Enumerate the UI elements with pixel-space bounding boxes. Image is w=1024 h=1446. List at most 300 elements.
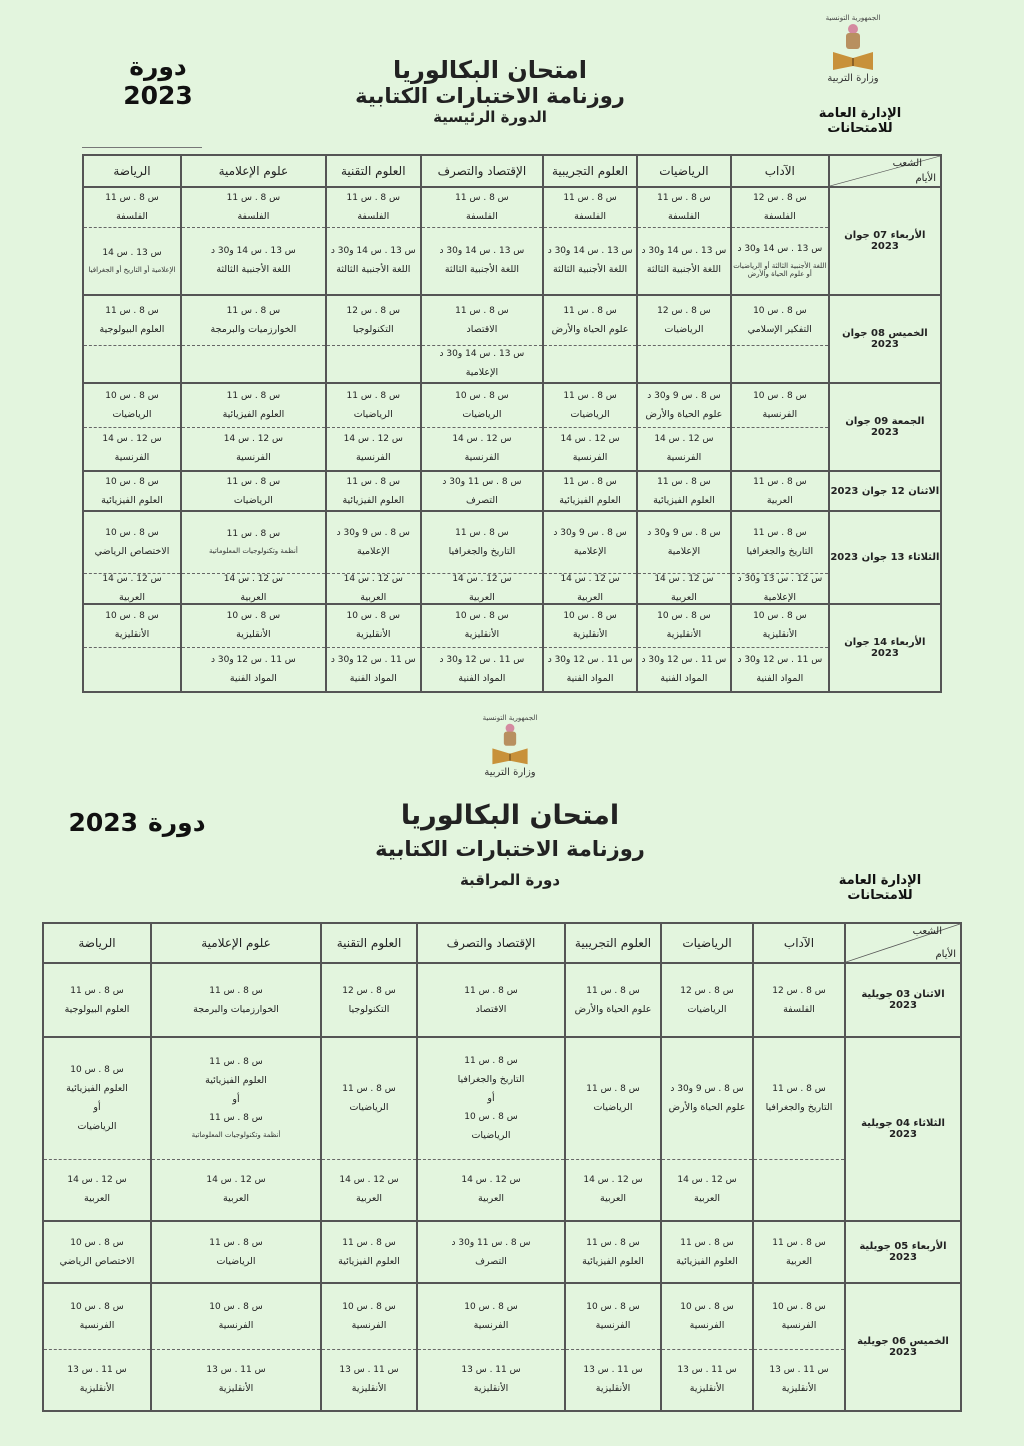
exam-time: س 12 . س 14 (102, 573, 162, 584)
exam-cell (421, 427, 543, 471)
exam-subject: الخوارزميات والبرمجة (210, 323, 297, 335)
exam-subject: الفرنسية (666, 452, 702, 464)
exam-time: س 8 . س 10 (455, 390, 509, 401)
exam-time: س 11 . س 13 (769, 1365, 829, 1376)
ministry-label: وزارة التربية (827, 73, 879, 84)
exam-subject: الرياضيات (112, 408, 152, 420)
exam-cell (731, 383, 829, 427)
exam-subject: أنظمة وتكنولوجيات المعلوماتية (208, 547, 298, 556)
schedule-row (43, 1221, 961, 1283)
exam-subject: الإعلامية (573, 545, 607, 557)
column-header-economics-management: الإقتصاد والتصرف (421, 155, 543, 187)
exam-subject: التاريخ والجغرافيا (746, 545, 814, 557)
exam-cell (43, 1283, 151, 1349)
exam-cell (731, 511, 829, 573)
session-label-2: دورة (148, 808, 206, 837)
exam-time: س 8 . س 11 (209, 985, 263, 996)
exam-cell (637, 383, 731, 427)
exam-time: س 8 . س 11 (586, 985, 640, 996)
exam-cell (181, 383, 326, 427)
exam-time: س 8 . س 10 (70, 1064, 124, 1075)
exam-subject: الرياضيات (349, 1101, 389, 1113)
column-header-computer-science-2: علوم الإعلامية (151, 923, 321, 963)
schedule-row (83, 604, 941, 648)
exam-cell (417, 1159, 565, 1221)
exam-subject: الرياضيات (216, 1255, 256, 1267)
exam-time: س 8 . س 10 (680, 1301, 734, 1312)
exam-subject: المواد الفنية (660, 672, 708, 684)
day-cell: الخميس 06 جويلية 2023 (845, 1283, 961, 1411)
exam-subject: الفرنسية (236, 452, 271, 464)
exam-cell (421, 187, 543, 227)
exam-subject: اللغة الأجنبية الثالثة (646, 264, 721, 276)
exam-cell (321, 1037, 417, 1159)
republic-label: الجمهورية التونسية (825, 14, 881, 22)
exam-time: س 8 . س 11 (226, 192, 281, 203)
exam-cell (731, 648, 829, 692)
exam-subject: الرياضيات (687, 1003, 727, 1015)
exam-cell (661, 963, 753, 1037)
exam-cell (753, 963, 845, 1037)
exam-time: س 8 . س 10 (753, 390, 807, 401)
exam-subject: التصرف (475, 1255, 507, 1267)
schedule-row (83, 648, 941, 692)
exam-time: س 8 . س 11 (753, 527, 807, 538)
republic-label-2: الجمهورية التونسية (482, 714, 538, 722)
exam-subject: الأنقليزية (114, 629, 150, 641)
exam-time: س 8 . س 11 (226, 529, 281, 540)
exam-time: س 11 . س 12 و30 د (737, 654, 823, 665)
exam-time: س 8 . س 10 (772, 1301, 826, 1312)
exam-cell (565, 1349, 661, 1411)
exam-cell (83, 345, 181, 383)
exam-cell (543, 427, 637, 471)
exam-subject: الفرنسية (473, 1319, 509, 1331)
exam-subject: العلوم الفيزيائية (342, 494, 405, 506)
exam-time: س 8 . س 11 (657, 192, 711, 203)
exam-subject: التاريخ والجغرافيا (448, 545, 516, 557)
exam-time: س 12 . س 14 (583, 1175, 643, 1186)
exam-cell (83, 427, 181, 471)
exam-time: س 8 . س 10 (209, 1301, 263, 1312)
exam-time: س 11 . س 12 و30 د (211, 654, 296, 665)
column-header-experimental-sciences: العلوم التجريبية (543, 155, 637, 187)
exam-cell (417, 1221, 565, 1283)
exam-subject: الفرنسية (464, 452, 500, 464)
exam-time: س 8 . س 11 (657, 476, 711, 487)
exam-subject: اللغة الأجنبية الثالثة (552, 264, 628, 276)
exam-subject: العربية (360, 591, 387, 603)
exam-cell (151, 1283, 321, 1349)
corner-header: الشعب الأيام (829, 155, 941, 187)
session-name: الدورة الرئيسية (433, 108, 547, 126)
exam-subject: الفلسفة (667, 210, 700, 222)
day-cell: الأربعاء 05 جويلية 2023 (845, 1221, 961, 1283)
session-year-block-2 (62, 808, 212, 837)
exam-time: س 8 . س 11 (586, 1083, 640, 1094)
exam-cell (421, 295, 543, 345)
exam-cell (543, 471, 637, 511)
exam-time: س 8 . س 10 (753, 305, 807, 316)
exam-title-2: امتحان البكالوريا (400, 800, 620, 831)
schedule-row (83, 471, 941, 511)
schedule-row (43, 1037, 961, 1159)
exam-time: س 8 . س 9 و30 د (647, 527, 721, 538)
exam-cell (421, 604, 543, 648)
exam-cell (731, 427, 829, 471)
schedule-row (83, 345, 941, 383)
exam-time: س 8 . س 11 (455, 305, 509, 316)
exam-subject: الفرنسية (114, 452, 150, 464)
exam-cell (421, 648, 543, 692)
exam-subject: أو (93, 1101, 101, 1113)
main-session-table (82, 154, 942, 693)
exam-subject: المواد الفنية (756, 672, 804, 684)
exam-cell (421, 227, 543, 295)
exam-cell (565, 1159, 661, 1221)
exam-cell (83, 187, 181, 227)
ministry-emblem-icon-2 (490, 722, 530, 766)
exam-cell (83, 511, 181, 573)
exam-cell (326, 511, 421, 573)
schedule-row (43, 1159, 961, 1221)
exam-cell (83, 383, 181, 427)
exam-subject: اللغة الأجنبية الثالثة (336, 264, 411, 276)
exam-subject: الأنقليزية (666, 629, 702, 641)
schedule-row (83, 295, 941, 345)
exam-cell (753, 1221, 845, 1283)
table-header-row (83, 155, 941, 187)
exam-time: س 8 . س 11 (209, 1237, 263, 1248)
day-cell: الأربعاء 07 جوان 2023 (829, 187, 941, 295)
exam-cell (661, 1221, 753, 1283)
exam-cell (637, 187, 731, 227)
exam-subject: العربية (240, 591, 267, 603)
exam-time: س 8 . س 12 (657, 305, 711, 316)
exam-time: س 8 . س 11 (586, 1237, 640, 1248)
exam-subject: العلوم الفيزيائية (653, 494, 715, 506)
exam-time: س 12 . س 14 (560, 434, 620, 445)
exam-subject: الفلسفة (763, 210, 796, 222)
exam-time: س 12 . س 14 (339, 1175, 399, 1186)
exam-subject: علوم الحياة والأرض (551, 323, 629, 335)
column-header-mathematics: الرياضيات (637, 155, 731, 187)
day-cell: الأربعاء 14 جوان 2023 (829, 604, 941, 692)
session-year-block (108, 52, 208, 110)
exam-subject: الفرنسية (762, 408, 798, 420)
exam-subject: المواد الفنية (566, 672, 614, 684)
exam-time: س 8 . س 10 (342, 1301, 396, 1312)
exam-subject: الفلسفة (465, 210, 498, 222)
exam-time: س 8 . س 9 و30 د (553, 527, 627, 538)
exam-cell (731, 345, 829, 383)
exam-subject: العربية (600, 1193, 626, 1205)
exam-time: س 8 . س 11 (563, 192, 617, 203)
department-label: الإدارة العامة للامتحانات (818, 106, 902, 136)
control-session-table (42, 922, 962, 1412)
exam-time: س 8 . س 10 (464, 1301, 518, 1312)
exam-time: س 8 . س 11 (209, 1113, 263, 1124)
exam-time: س 8 . س 11 (342, 1083, 396, 1094)
exam-subject: العربية (694, 1193, 720, 1205)
exam-subject: العلوم البيولوجية (64, 1003, 130, 1015)
exam-time: س 8 . س 11 (70, 985, 124, 996)
column-header-technical-sciences-2: العلوم التقنية (321, 923, 417, 963)
exam-cell (731, 187, 829, 227)
exam-cell (151, 1037, 321, 1159)
exam-subject: العربية (786, 1255, 812, 1267)
exam-cell (43, 1349, 151, 1411)
exam-time: س 12 . س 14 (654, 573, 714, 584)
exam-time: س 11 . س 12 و30 د (439, 654, 525, 665)
exam-cell (43, 1037, 151, 1159)
schedule-row (83, 573, 941, 604)
exam-subject: التفكير الإسلامي (747, 323, 812, 335)
exam-subject: الفلسفة (237, 210, 270, 222)
table-header-row-2 (43, 923, 961, 963)
exam-subject: الرياضيات (462, 408, 502, 420)
exam-subject: العربية (84, 1193, 110, 1205)
exam-time: س 12 . س 14 (343, 573, 403, 584)
exam-subject: الاقتصاد (466, 323, 498, 335)
exam-time: س 11 . س 13 (206, 1365, 266, 1376)
exam-time: س 8 . س 11 (342, 1237, 396, 1248)
exam-cell (543, 345, 637, 383)
exam-subject: الرياضيات (664, 323, 704, 335)
exam-cell (421, 573, 543, 604)
exam-cell (83, 648, 181, 692)
exam-subject: الإعلامية (667, 545, 701, 557)
exam-cell (637, 427, 731, 471)
exam-time: س 8 . س 11 (464, 1055, 518, 1066)
exam-subject: اللغة الأجنبية الثالثة (444, 264, 519, 276)
exam-time: س 12 . س 14 (206, 1175, 266, 1186)
exam-cell (417, 1349, 565, 1411)
exam-cell (326, 227, 421, 295)
exam-cell (326, 471, 421, 511)
exam-time: س 12 . س 14 (654, 434, 714, 445)
exam-time: س 8 . س 9 و30 د (647, 390, 721, 401)
exam-time: س 11 . س 12 و30 د (330, 654, 416, 665)
exam-cell (151, 1159, 321, 1221)
exam-cell (543, 573, 637, 604)
exam-subject: المواد الفنية (458, 672, 506, 684)
ministry-label-2: وزارة التربية (484, 767, 536, 778)
exam-time: س 13 . س 14 و30 د (737, 243, 823, 254)
exam-subject: العربية (356, 1193, 382, 1205)
exam-subject: التكنولوجيا (348, 1003, 390, 1015)
exam-subject: الأنقليزية (236, 629, 271, 641)
exam-subject: العلوم الفيزيائية (222, 408, 285, 420)
column-header-sport-2: الرياضة (43, 923, 151, 963)
exam-subject: الإعلامية أو التاريخ أو الجغرافيا (88, 265, 176, 274)
exam-time: س 8 . س 10 (105, 390, 159, 401)
schedule-row (83, 187, 941, 227)
exam-time: س 8 . س 11 (563, 305, 617, 316)
exam-time: س 8 . س 11 (105, 305, 159, 316)
exam-cell (83, 573, 181, 604)
exam-subject: التاريخ والجغرافيا (765, 1101, 833, 1113)
exam-cell (543, 511, 637, 573)
exam-cell (181, 648, 326, 692)
exam-subject: اللغة الأجنبية الثالثة أو الرياضيات أو علوم الحياة والأرض (733, 261, 827, 278)
exam-cell (661, 1349, 753, 1411)
exam-time: س 13 . س 14 و30 د (641, 246, 727, 257)
exam-cell (543, 187, 637, 227)
exam-cell (637, 604, 731, 648)
exam-subject: الأنقليزية (79, 1383, 115, 1395)
exam-time: س 8 . س 11 (346, 476, 401, 487)
exam-time: س 12 . س 14 (560, 573, 620, 584)
exam-cell (181, 511, 326, 573)
exam-time: س 8 . س 11 و30 د (451, 1237, 531, 1248)
column-header-literature-2: الآداب (753, 923, 845, 963)
exam-time: س 8 . س 11 (346, 192, 401, 203)
exam-cell (326, 648, 421, 692)
exam-subject: أنظمة وتكنولوجيات المعلوماتية (191, 1131, 281, 1140)
exam-cell (637, 511, 731, 573)
exam-time: س 8 . س 11 (455, 527, 509, 538)
exam-cell (565, 963, 661, 1037)
exam-cell (637, 345, 731, 383)
column-header-experimental-sciences-2: العلوم التجريبية (565, 923, 661, 963)
exam-time: س 8 . س 10 (586, 1301, 640, 1312)
exam-cell (731, 227, 829, 295)
exam-cell (543, 648, 637, 692)
exam-subject: الإعلامية (763, 591, 797, 603)
exam-cell (181, 604, 326, 648)
exam-time: س 13 . س 14 و30 د (439, 349, 525, 360)
schedule-row (43, 1283, 961, 1349)
exam-subject: الأنقليزية (572, 629, 608, 641)
exam-cell (181, 227, 326, 295)
exam-cell (565, 1283, 661, 1349)
exam-cell (661, 1283, 753, 1349)
exam-subject: العلوم الفيزيائية (676, 1255, 738, 1267)
exam-cell (421, 345, 543, 383)
exam-time: س 12 . س 14 (223, 434, 283, 445)
exam-time: س 8 . س 10 (70, 1237, 124, 1248)
exam-time: س 12 . س 14 (343, 434, 403, 445)
exam-subject: العربية (223, 1193, 249, 1205)
exam-cell (326, 345, 421, 383)
exam-cell (417, 1037, 565, 1159)
ministry-emblem-icon (831, 22, 875, 72)
exam-subject: الفلسفة (116, 210, 148, 222)
exam-cell (83, 471, 181, 511)
exam-subject: الرياضيات (353, 408, 393, 420)
exam-cell (637, 648, 731, 692)
exam-time: س 8 . س 11 (563, 476, 617, 487)
exam-cell (753, 1037, 845, 1159)
exam-cell (661, 1037, 753, 1159)
exam-cell (43, 963, 151, 1037)
exam-cell (181, 471, 326, 511)
exam-subject: الفرنسية (351, 1319, 387, 1331)
exam-subject: الأنقليزية (473, 1383, 509, 1395)
exam-subject: التصرف (466, 494, 498, 506)
exam-subject: العلوم الفيزيائية (559, 494, 621, 506)
exam-cell (421, 511, 543, 573)
exam-subject: علوم الحياة والأرض (574, 1003, 652, 1015)
header-divider (82, 147, 202, 148)
exam-subject: الأنقليزية (351, 1383, 387, 1395)
exam-time: س 12 . س 14 (452, 434, 512, 445)
exam-time: س 11 . س 12 و30 د (547, 654, 633, 665)
exam-cell (637, 573, 731, 604)
exam-cell (731, 573, 829, 604)
exam-time: س 8 . س 12 (680, 985, 734, 996)
schedule-row (83, 511, 941, 573)
exam-time: س 8 . س 12 (342, 985, 396, 996)
exam-time: س 8 . س 10 (455, 611, 509, 622)
exam-subject: الأنقليزية (595, 1383, 631, 1395)
exam-time: س 8 . س 11 (105, 192, 159, 203)
column-header-sport: الرياضة (83, 155, 181, 187)
column-header-technical-sciences: العلوم التقنية (326, 155, 421, 187)
ministry-logo-2 (465, 714, 555, 778)
exam-time: س 8 . س 10 (105, 476, 159, 487)
exam-cell (417, 1283, 565, 1349)
exam-subject: العربية (577, 591, 604, 603)
exam-time: س 12 . س 13 و30 د (737, 573, 823, 584)
exam-subject: الأنقليزية (689, 1383, 725, 1395)
exam-cell (321, 1221, 417, 1283)
exam-time: س 8 . س 11 (346, 390, 401, 401)
exam-time: س 8 . س 10 (70, 1301, 124, 1312)
exam-time: س 8 . س 11 (455, 192, 509, 203)
exam-subject: أو (487, 1092, 495, 1104)
exam-cell (181, 187, 326, 227)
department-label-2: الإدارة العامة للامتحانات (838, 873, 922, 903)
exam-time: س 8 . س 12 (346, 305, 401, 316)
exam-subject: العلوم الفيزيائية (101, 494, 163, 506)
exam-subject: الأنقليزية (218, 1383, 254, 1395)
day-cell: الاثنان 03 جويلية 2023 (845, 963, 961, 1037)
exam-subject: الفرنسية (689, 1319, 725, 1331)
exam-subject: الرياضيات (471, 1129, 511, 1141)
schedule-row (83, 427, 941, 471)
exam-cell (565, 1221, 661, 1283)
exam-subject: الخوارزميات والبرمجة (193, 1003, 279, 1015)
exam-cell (326, 604, 421, 648)
exam-time: س 8 . س 9 و30 د (670, 1083, 744, 1094)
exam-subject: الفرنسية (595, 1319, 631, 1331)
exam-subject: الإعلامية (357, 545, 390, 557)
exam-cell (753, 1283, 845, 1349)
exam-time: س 12 . س 14 (67, 1175, 127, 1186)
exam-subject: التكنولوجيا (352, 323, 394, 335)
exam-time: س 13 . س 14 و30 د (211, 246, 296, 257)
exam-subject: اللغة الأجنبية الثالثة (216, 264, 291, 276)
exam-cell (326, 187, 421, 227)
exam-subtitle-2: روزنامة الاختبارات الكتابية (375, 837, 645, 861)
schedule-row (43, 963, 961, 1037)
exam-subject: العربية (468, 591, 495, 603)
exam-cell (181, 345, 326, 383)
exam-subject: علوم الحياة والأرض (645, 408, 723, 420)
exam-cell (181, 573, 326, 604)
exam-cell (181, 427, 326, 471)
exam-title: امتحان البكالوريا (393, 56, 587, 84)
exam-subject: العلوم الفيزيائية (338, 1255, 400, 1267)
exam-cell (43, 1159, 151, 1221)
exam-subject: العلوم الفيزيائية (205, 1075, 267, 1087)
exam-time: س 8 . س 10 (105, 611, 159, 622)
exam-time: س 11 . س 12 و30 د (641, 654, 727, 665)
exam-cell (637, 471, 731, 511)
exam-time: س 8 . س 12 (753, 192, 807, 203)
